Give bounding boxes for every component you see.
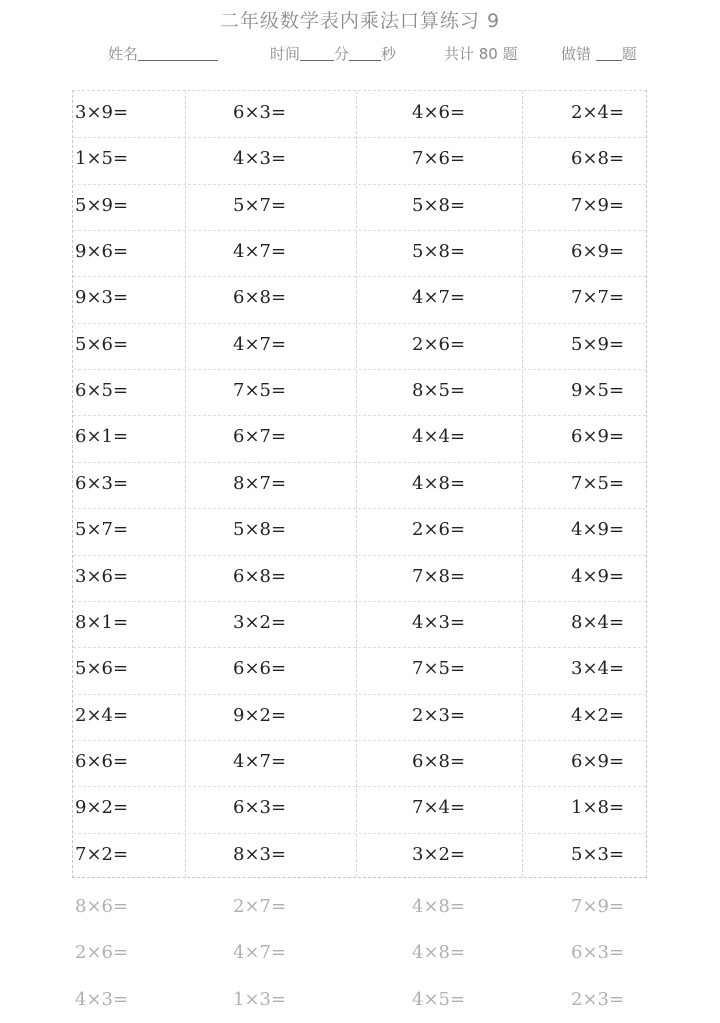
problem-cell: 4×7=: [233, 333, 287, 355]
problem-cell: 7×5=: [233, 380, 287, 402]
grid-row-divider: [73, 647, 646, 648]
problem-cell: 5×8=: [233, 519, 287, 541]
problem-cell: 7×8=: [412, 565, 466, 587]
grid-row-divider: [73, 230, 646, 231]
problem-cell: 5×6=: [75, 658, 129, 680]
time-label: 时间: [270, 45, 301, 63]
second-label: 秒: [381, 45, 397, 63]
wrong-label: 做错: [561, 45, 592, 63]
problem-cell: 6×9=: [571, 241, 625, 263]
problem-cell: 9×2=: [75, 797, 129, 819]
grid-row-divider: [73, 601, 646, 602]
problem-cell: 6×3=: [75, 472, 129, 494]
problem-cell: 2×6=: [412, 333, 466, 355]
grid-column-divider: [522, 91, 523, 877]
question-unit: 题: [621, 45, 637, 63]
grid-row-divider: [73, 694, 646, 695]
problem-cell: 7×2=: [75, 843, 129, 865]
problem-cell: 4×8=: [412, 895, 466, 917]
problem-cell: 6×9=: [571, 750, 625, 772]
seconds-blank[interactable]: [349, 46, 381, 61]
problem-cell: 4×2=: [571, 704, 625, 726]
grid-row-divider: [73, 137, 646, 138]
problem-cell: 7×9=: [571, 194, 625, 216]
problem-cell: 4×7=: [233, 241, 287, 263]
problem-cell: 3×2=: [412, 843, 466, 865]
problem-cell: 6×3=: [233, 797, 287, 819]
problem-cell: 6×3=: [571, 942, 625, 964]
problem-cell: 8×1=: [75, 611, 129, 633]
problem-cell: 6×1=: [75, 426, 129, 448]
problem-cell: 6×8=: [233, 565, 287, 587]
grid-row-divider: [73, 833, 646, 834]
problem-cell: 6×8=: [412, 750, 466, 772]
problem-cell: 2×6=: [412, 519, 466, 541]
problem-cell: 2×4=: [571, 102, 625, 123]
problem-cell: 5×6=: [75, 333, 129, 355]
grid-row-divider: [73, 555, 646, 556]
problem-cell: 4×9=: [571, 519, 625, 541]
problem-cell: 1×8=: [571, 797, 625, 819]
problem-cell: 5×8=: [412, 194, 466, 216]
grid-row-divider: [73, 740, 646, 741]
problem-cell: 6×3=: [233, 102, 287, 123]
name-label: 姓名: [108, 45, 139, 63]
worksheet-title: 二年级数学表内乘法口算练习 9: [219, 10, 501, 32]
problem-cell: 2×3=: [412, 704, 466, 726]
problem-cell: 7×5=: [571, 472, 625, 494]
grid-column-divider: [356, 91, 357, 877]
problem-cell: 4×5=: [412, 988, 466, 1010]
problem-cell: 8×7=: [233, 472, 287, 494]
problem-cell: 4×8=: [412, 472, 466, 494]
problem-grid: [72, 90, 647, 878]
problem-cell: 2×4=: [75, 704, 129, 726]
problem-cell: 7×4=: [412, 797, 466, 819]
problem-cell: 4×6=: [412, 102, 466, 123]
problem-cell: 4×3=: [233, 148, 287, 170]
problem-cell: 5×7=: [75, 519, 129, 541]
problem-cell: 6×5=: [75, 380, 129, 402]
problem-cell: 6×6=: [233, 658, 287, 680]
problem-cell: 7×6=: [412, 148, 466, 170]
name-field: [108, 43, 218, 64]
problem-cell: 3×2=: [233, 611, 287, 633]
problem-cell: 4×7=: [233, 750, 287, 772]
problem-cell: 2×7=: [233, 895, 287, 917]
problem-cell: 3×9=: [75, 102, 129, 123]
problem-cell: 1×3=: [233, 988, 287, 1010]
problem-cell: 9×5=: [571, 380, 625, 402]
grid-row-divider: [73, 508, 646, 509]
total-count: 共计 80 题: [444, 45, 518, 63]
problem-cell: 7×9=: [571, 895, 625, 917]
wrong-count-field: [561, 43, 637, 64]
problem-cell: 4×4=: [412, 426, 466, 448]
problem-cell: 2×6=: [75, 942, 129, 964]
problem-cell: 9×6=: [75, 241, 129, 263]
problem-cell: 7×7=: [571, 287, 625, 309]
problem-cell: 4×8=: [412, 942, 466, 964]
grid-row-divider: [73, 786, 646, 787]
wrong-blank[interactable]: [596, 46, 622, 61]
problem-cell: 4×3=: [75, 988, 129, 1010]
grid-row-divider: [73, 276, 646, 277]
name-blank[interactable]: [138, 46, 218, 61]
problem-cell: 8×3=: [233, 843, 287, 865]
minutes-blank[interactable]: [300, 46, 334, 61]
grid-column-divider: [185, 91, 186, 877]
problem-cell: 4×9=: [571, 565, 625, 587]
problem-cell: 4×3=: [412, 611, 466, 633]
problem-cell: 6×9=: [571, 426, 625, 448]
problem-cell: 9×3=: [75, 287, 129, 309]
problem-cell: 5×8=: [412, 241, 466, 263]
problem-cell: 4×7=: [412, 287, 466, 309]
problem-cell: 6×6=: [75, 750, 129, 772]
problem-cell: 7×5=: [412, 658, 466, 680]
problem-cell: 5×9=: [571, 333, 625, 355]
problem-cell: 2×3=: [571, 988, 625, 1010]
problem-cell: 9×2=: [233, 704, 287, 726]
problem-cell: 6×8=: [571, 148, 625, 170]
grid-row-divider: [73, 184, 646, 185]
minute-label: 分: [334, 45, 350, 63]
problem-cell: 5×7=: [233, 194, 287, 216]
problem-cell: 6×7=: [233, 426, 287, 448]
problem-cell: 8×4=: [571, 611, 625, 633]
grid-row-divider: [73, 462, 646, 463]
problem-cell: 1×5=: [75, 148, 129, 170]
problem-cell: 3×6=: [75, 565, 129, 587]
problem-cell: 5×9=: [75, 194, 129, 216]
time-field: [270, 43, 396, 64]
problem-cell: 5×3=: [571, 843, 625, 865]
grid-row-divider: [73, 369, 646, 370]
grid-row-divider: [73, 415, 646, 416]
problem-cell: 8×5=: [412, 380, 466, 402]
grid-row-divider: [73, 323, 646, 324]
problem-cell: 3×4=: [571, 658, 625, 680]
problem-cell: 4×7=: [233, 942, 287, 964]
problem-cell: 6×8=: [233, 287, 287, 309]
problem-cell: 8×6=: [75, 895, 129, 917]
